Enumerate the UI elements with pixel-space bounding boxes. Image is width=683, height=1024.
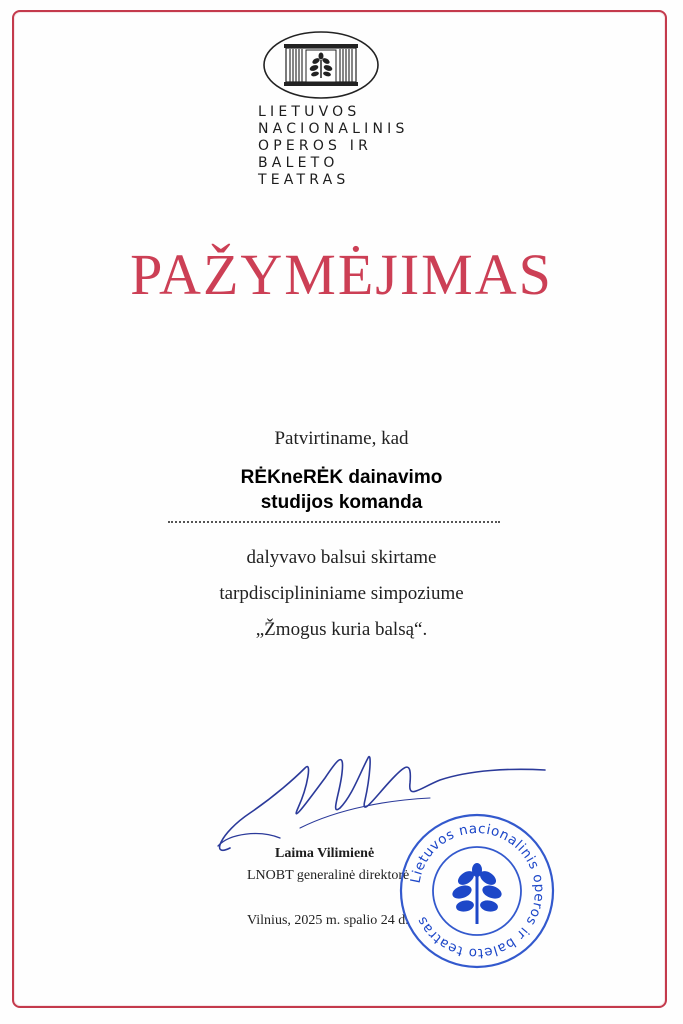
theatre-name-line: BALETO: [258, 155, 339, 171]
signer-role: LNOBT generalinė direktorė: [247, 868, 410, 883]
stamp-text: Lietuvos nacionalinis operos ir baleto teatras: [407, 820, 548, 962]
recipient-line: studijos komanda: [260, 492, 423, 513]
theatre-name-line: LIETUVOS: [258, 104, 361, 120]
body-line: dalyvavo balsui skirtame: [246, 547, 437, 568]
theatre-name-line: OPEROS IR: [258, 138, 373, 154]
signer-name: Laima Vilimienė: [275, 846, 375, 861]
leaf-stamp-icon: [451, 863, 504, 924]
dotted-underline: [168, 521, 500, 523]
official-stamp: [398, 812, 556, 970]
certificate-title: PAŽYMĖJIMAS: [130, 242, 553, 307]
theatre-name-line: NACIONALINIS: [258, 121, 409, 137]
certificate-body: [0, 540, 683, 648]
body-line: „Žmogus kuria balsą“.: [255, 619, 428, 640]
place-date: Vilnius, 2025 m. spalio 24 d.: [247, 913, 409, 928]
theatre-name-line: TEATRAS: [258, 172, 350, 188]
theatre-building-leaf-logo-icon: [262, 30, 380, 100]
recipient-name: [0, 465, 683, 515]
body-line: tarpdisciplininiame simpoziume: [219, 583, 464, 604]
theatre-name: [258, 104, 409, 189]
intro-text: Patvirtiname, kad: [274, 428, 409, 449]
recipient-line: RĖKneRĖK dainavimo: [240, 467, 443, 488]
